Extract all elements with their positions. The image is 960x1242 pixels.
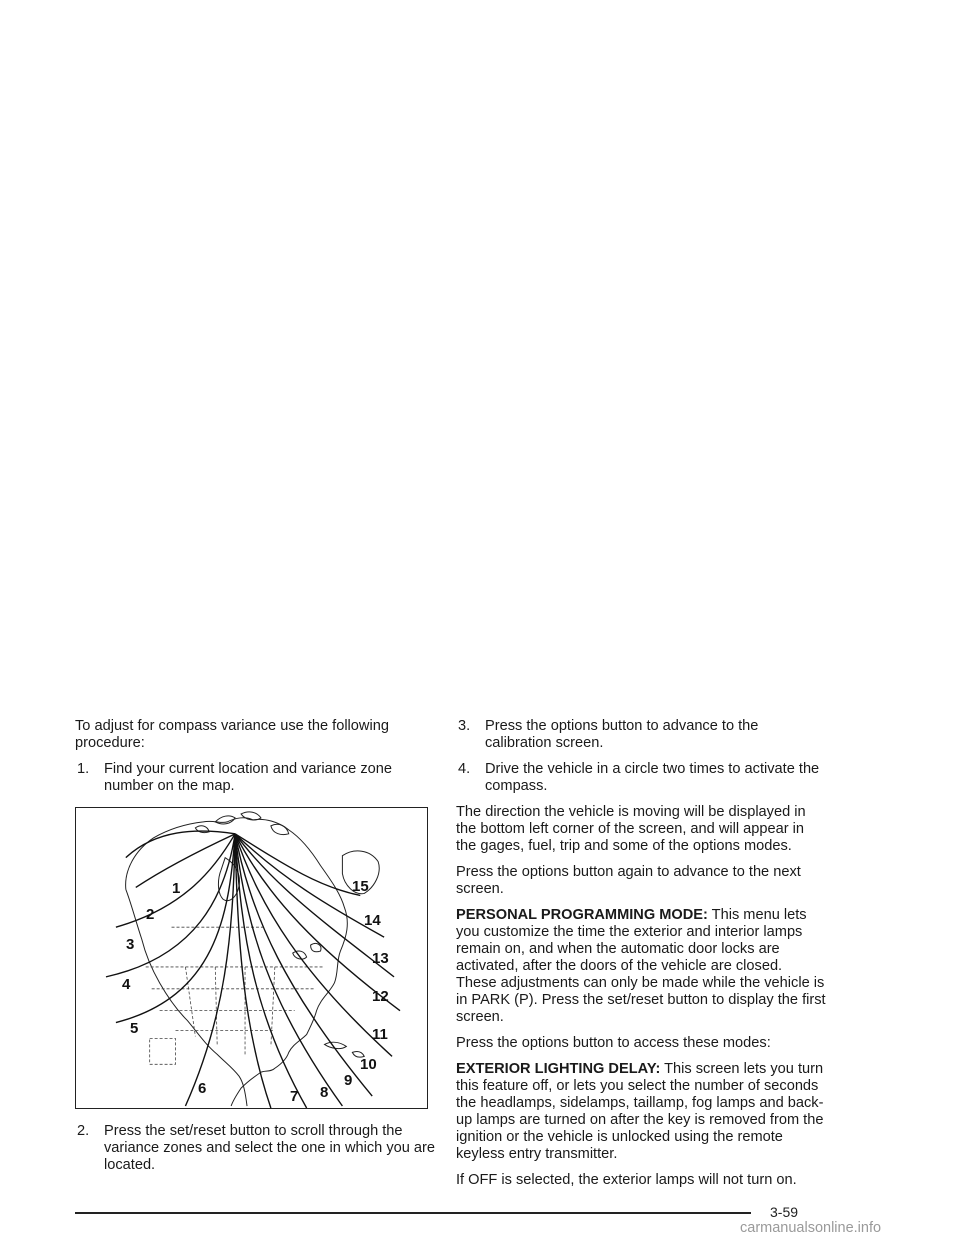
zone-label: 2 (146, 906, 155, 923)
step-4 (456, 761, 826, 795)
watermark: carmanualsonline.info (740, 1220, 882, 1236)
left-column (75, 718, 435, 1183)
section-heading: PERSONAL PROGRAMMING MODE: (456, 907, 708, 923)
footer-rule (75, 1212, 751, 1214)
section-heading: EXTERIOR LIGHTING DELAY: (456, 1061, 661, 1077)
next-screen-paragraph: Press the options button again to advance to the next screen. (456, 864, 801, 897)
section-text: This screen lets you turn this feature off, or lets you select the number of seconds the headlamps, sidelamps, taillamp, fog lamps and back-up lamps are turned on after the key is removed from the ignition or the vehicle is unlocked using the remote keyless entry transmitter. (456, 1061, 824, 1162)
personal-programming-paragraph (456, 907, 826, 1026)
page-number: 3-59 (770, 1204, 799, 1220)
zone-label: 7 (290, 1088, 299, 1105)
zone-label: 6 (198, 1080, 207, 1097)
step-3 (456, 718, 826, 752)
zone-label: 13 (372, 950, 389, 967)
exterior-lighting-paragraph (456, 1061, 826, 1163)
intro-paragraph: To adjust for compass variance use the following procedure: (75, 718, 389, 751)
access-modes-paragraph: Press the options button to access these modes: (456, 1035, 771, 1051)
right-column (456, 718, 826, 1198)
zone-label: 4 (122, 976, 131, 993)
step-text: Press the set/reset button to scroll through the variance zones and select the one in which you are located. (104, 1123, 435, 1173)
section-text: This menu lets you customize the time the exterior and interior lamps remain on, and when the automatic door locks are activated, after the doors of the vehicle are closed. These adjustments can only be made while the vehicle is in PARK (P). Press the set/reset button to display the first screen. (456, 907, 826, 1025)
zone-label: 5 (130, 1020, 139, 1037)
step-number: 2. (77, 1123, 90, 1139)
zone-label: 9 (344, 1072, 353, 1089)
zone-label: 8 (320, 1084, 329, 1101)
step-number: 1. (77, 761, 90, 777)
variance-zone-map (75, 807, 428, 1109)
zone-label: 14 (364, 912, 381, 929)
zone-label: 11 (372, 1026, 388, 1043)
step-number: 3. (458, 718, 471, 734)
step-number: 4. (458, 761, 471, 777)
direction-paragraph: The direction the vehicle is moving will be displayed in the bottom left corner of the screen, and will appear in the gages, fuel, trip and some of the options modes. (456, 804, 806, 854)
zone-label: 15 (352, 878, 369, 895)
step-text: Drive the vehicle in a circle two times to activate the compass. (485, 761, 820, 794)
step-text: Press the options button to advance to the calibration screen. (485, 718, 759, 751)
step-2 (75, 1123, 435, 1174)
zone-label: 1 (172, 880, 181, 897)
step-1 (75, 761, 435, 795)
off-selected-paragraph: If OFF is selected, the exterior lamps will not turn on. (456, 1172, 797, 1188)
zone-label: 12 (372, 988, 389, 1005)
zone-label: 3 (126, 936, 135, 953)
step-text: Find your current location and variance zone number on the map. (104, 761, 392, 794)
zone-label: 10 (360, 1056, 377, 1073)
